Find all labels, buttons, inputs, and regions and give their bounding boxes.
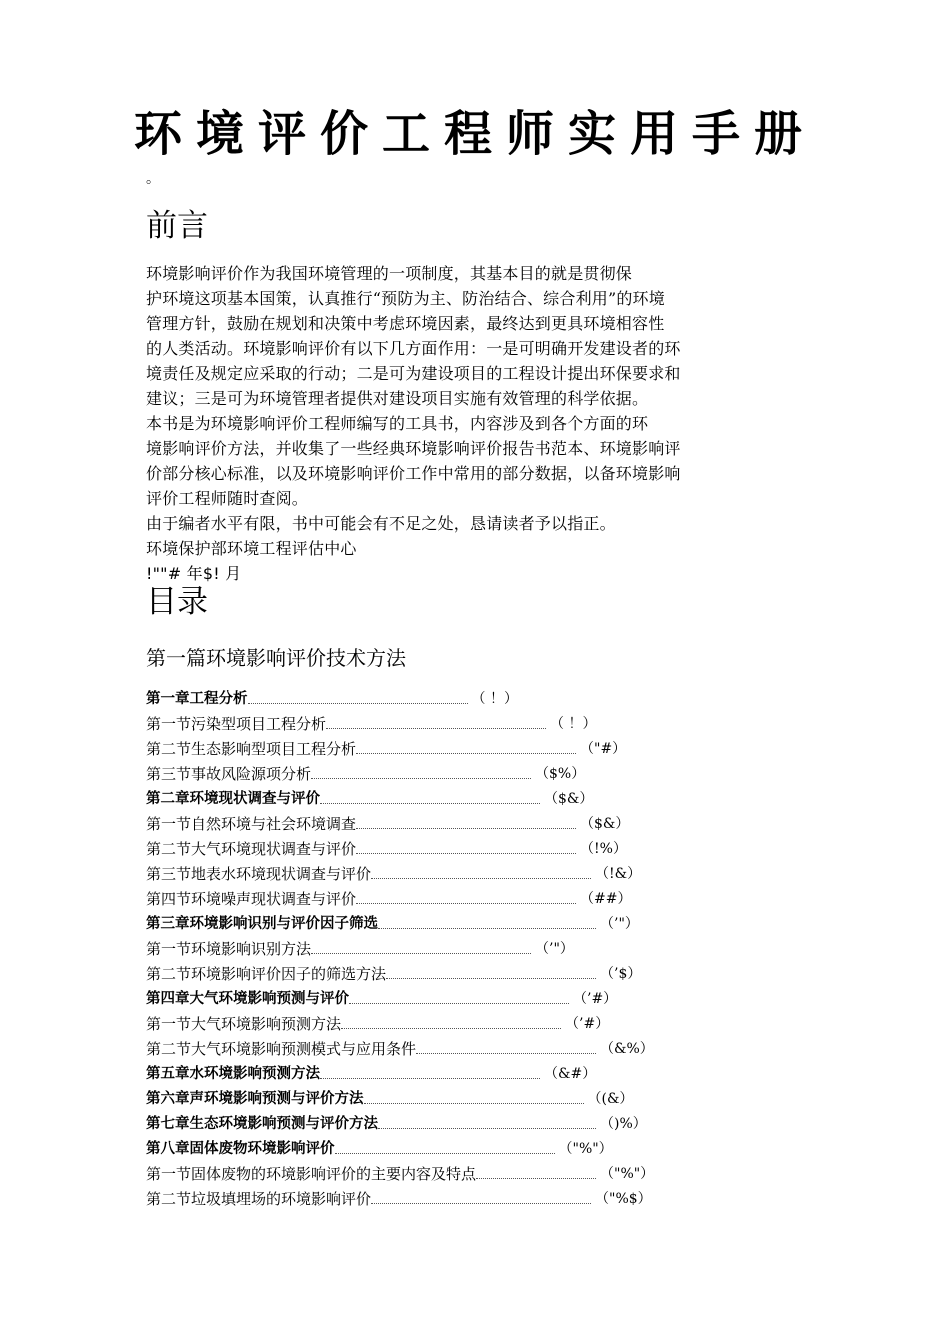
toc-entry-section[interactable] xyxy=(146,1037,654,1062)
toc-dot-leader xyxy=(378,1113,596,1129)
toc-entry-chapter[interactable] xyxy=(146,912,654,937)
toc-dot-leader xyxy=(311,763,531,779)
preface-line: 建议；三是可为环境管理者提供对建设项目实施有效管理的科学依据。 xyxy=(146,389,649,408)
toc-entry-page: （$&） xyxy=(544,791,594,807)
toc-entry-label: 第三章环境影响识别与评价因子筛选 xyxy=(146,916,378,932)
toc-entry-chapter[interactable] xyxy=(146,1137,654,1162)
toc-entry-chapter[interactable] xyxy=(146,987,654,1012)
toc-entry-page: （’#） xyxy=(573,991,618,1007)
preface-line: 境责任及规定应采取的行动；二是可为建设项目的工程设计提出环保要求和 xyxy=(146,364,681,383)
toc-entry-label: 第一节污染型项目工程分析 xyxy=(146,715,327,733)
toc-entry-label: 第八章固体废物环境影响评价 xyxy=(146,1141,335,1157)
toc-entry-section[interactable] xyxy=(146,862,654,887)
page-title: 环境评价工程师实用手册 xyxy=(133,106,816,162)
toc-entry-page: （!%） xyxy=(580,841,627,857)
preface-line: 环境影响评价作为我国环境管理的一项制度，其基本目的就是贯彻保 xyxy=(146,264,633,283)
toc-entry-page: （"%"） xyxy=(600,1166,655,1182)
toc-entry-section[interactable] xyxy=(146,737,654,762)
toc-heading: 目录 xyxy=(146,584,208,620)
toc-dot-leader xyxy=(386,963,596,979)
toc-dot-leader xyxy=(326,713,546,729)
toc-dot-leader xyxy=(378,913,596,929)
toc-entry-section[interactable] xyxy=(146,962,654,987)
toc-entry-page: （’#） xyxy=(565,1016,610,1032)
toc-dot-leader xyxy=(311,938,531,954)
toc-dot-leader xyxy=(371,863,591,879)
toc-dot-leader xyxy=(356,838,576,854)
toc-entry-chapter[interactable] xyxy=(146,1062,654,1087)
toc-entry-page: （$&） xyxy=(580,816,630,832)
title-mark: 。 xyxy=(146,171,160,187)
toc-entry-section[interactable] xyxy=(146,837,654,862)
preface-line: 护环境这项基本国策，认真推行“预防为主、防治结合、综合利用”的环境 xyxy=(146,289,665,308)
toc-dot-leader xyxy=(320,1063,540,1079)
toc-dot-leader xyxy=(364,1088,584,1104)
toc-entry-page: （##） xyxy=(580,891,632,907)
toc-entry-label: 第二节生态影响型项目工程分析 xyxy=(146,740,357,758)
toc-entry-section[interactable] xyxy=(146,887,654,912)
toc-entry-page: （"%"） xyxy=(558,1141,613,1157)
toc-entry-label: 第四章大气环境影响预测与评价 xyxy=(146,991,349,1007)
toc-entry-page: （)%） xyxy=(600,1116,647,1132)
toc-entry-chapter[interactable] xyxy=(146,787,654,812)
toc-entry-label: 第一节环境影响识别方法 xyxy=(146,940,312,958)
preface-paragraph xyxy=(146,261,786,411)
preface-body xyxy=(146,261,786,586)
toc-entry-section[interactable] xyxy=(146,812,654,837)
toc-entry-chapter[interactable] xyxy=(146,1087,654,1112)
toc-entry-label: 第六章声环境影响预测与评价方法 xyxy=(146,1091,364,1107)
toc-dot-leader xyxy=(349,988,569,1004)
preface-heading: 前言 xyxy=(146,208,208,244)
toc-dot-leader xyxy=(476,1163,596,1179)
toc-entry-section[interactable] xyxy=(146,1162,654,1187)
toc-entry-page: （!&） xyxy=(595,866,642,882)
toc-entry-label: 第一节大气环境影响预测方法 xyxy=(146,1015,342,1033)
toc-entry-label: 第二节大气环境现状调查与评价 xyxy=(146,840,357,858)
toc-entry-label: 第二节环境影响评价因子的筛选方法 xyxy=(146,965,387,983)
toc-entry-label: 第二节垃圾填埋场的环境影响评价 xyxy=(146,1190,372,1208)
preface-line: 由于编者水平有限，书中可能会有不足之处，恳请读者予以指正。 xyxy=(146,514,616,533)
toc-entry-label: 第一章工程分析 xyxy=(146,691,248,707)
toc-entry-page: （$%） xyxy=(535,766,586,782)
toc-entry-section[interactable] xyxy=(146,712,654,737)
toc-entry-label: 第三节地表水环境现状调查与评价 xyxy=(146,865,372,883)
preface-line: 管理方针，鼓励在规划和决策中考虑环境因素，最终达到更具环境相容性 xyxy=(146,314,665,333)
toc-entry-chapter[interactable] xyxy=(146,1112,654,1137)
toc-dot-leader xyxy=(248,688,468,704)
preface-author: 环境保护部环境工程评估中心 xyxy=(146,539,357,558)
toc-dot-leader xyxy=(416,1038,596,1054)
toc-entry-page: （ ！） xyxy=(550,716,597,732)
toc-entry-page: （’"） xyxy=(535,941,574,957)
toc-entry-page: （ ！） xyxy=(471,691,518,707)
toc-entry-section[interactable] xyxy=(146,1012,654,1037)
preface-line: 本书是为环境影响评价工程师编写的工具书，内容涉及到各个方面的环 xyxy=(146,414,649,433)
toc-entry-page: （"%$） xyxy=(595,1191,652,1207)
toc-entry-chapter[interactable] xyxy=(146,687,654,712)
preface-line: 价部分核心标准，以及环境影响评价工作中常用的部分数据，以备环境影响 xyxy=(146,464,681,483)
toc-entry-section[interactable] xyxy=(146,937,654,962)
preface-line: 的人类活动。环境影响评价有以下几方面作用：一是可明确开发建设者的环 xyxy=(146,339,681,358)
toc-dot-leader xyxy=(335,1138,555,1154)
toc-dot-leader xyxy=(356,738,576,754)
toc-entry-page: （&#） xyxy=(544,1066,597,1082)
preface-paragraph xyxy=(146,511,786,536)
toc-entry-page: （"#） xyxy=(580,741,627,757)
toc-entry-page: （’$） xyxy=(600,966,642,982)
preface-line: 评价工程师随时查阅。 xyxy=(146,489,309,508)
preface-paragraph xyxy=(146,411,786,511)
toc-dot-leader xyxy=(320,788,540,804)
toc-entry-label: 第二章环境现状调查与评价 xyxy=(146,791,320,807)
toc-entry-label: 第一节自然环境与社会环境调查 xyxy=(146,815,357,833)
toc-list xyxy=(146,687,654,1212)
toc-entry-label: 第三节事故风险源项分析 xyxy=(146,765,312,783)
toc-dot-leader xyxy=(341,1013,561,1029)
toc-dot-leader xyxy=(356,888,576,904)
toc-entry-label: 第二节大气环境影响预测模式与应用条件 xyxy=(146,1040,417,1058)
toc-entry-label: 第四节环境噪声现状调查与评价 xyxy=(146,890,357,908)
toc-entry-section[interactable] xyxy=(146,762,654,787)
toc-entry-label: 第一节固体废物的环境影响评价的主要内容及特点 xyxy=(146,1165,477,1183)
toc-entry-label: 第七章生态环境影响预测与评价方法 xyxy=(146,1116,378,1132)
toc-entry-label: 第五章水环境影响预测方法 xyxy=(146,1066,320,1082)
toc-entry-section[interactable] xyxy=(146,1187,654,1212)
toc-dot-leader xyxy=(356,813,576,829)
toc-entry-page: （&%） xyxy=(600,1041,654,1057)
toc-part-title: 第一篇环境影响评价技术方法 xyxy=(146,646,406,670)
toc-dot-leader xyxy=(371,1188,591,1204)
toc-entry-page: （(&） xyxy=(587,1091,634,1107)
preface-date: !""# 年$! 月 xyxy=(146,564,242,583)
preface-line: 境影响评价方法，并收集了一些经典环境影响评价报告书范本、环境影响评 xyxy=(146,439,681,458)
toc-entry-page: （’"） xyxy=(600,916,639,932)
